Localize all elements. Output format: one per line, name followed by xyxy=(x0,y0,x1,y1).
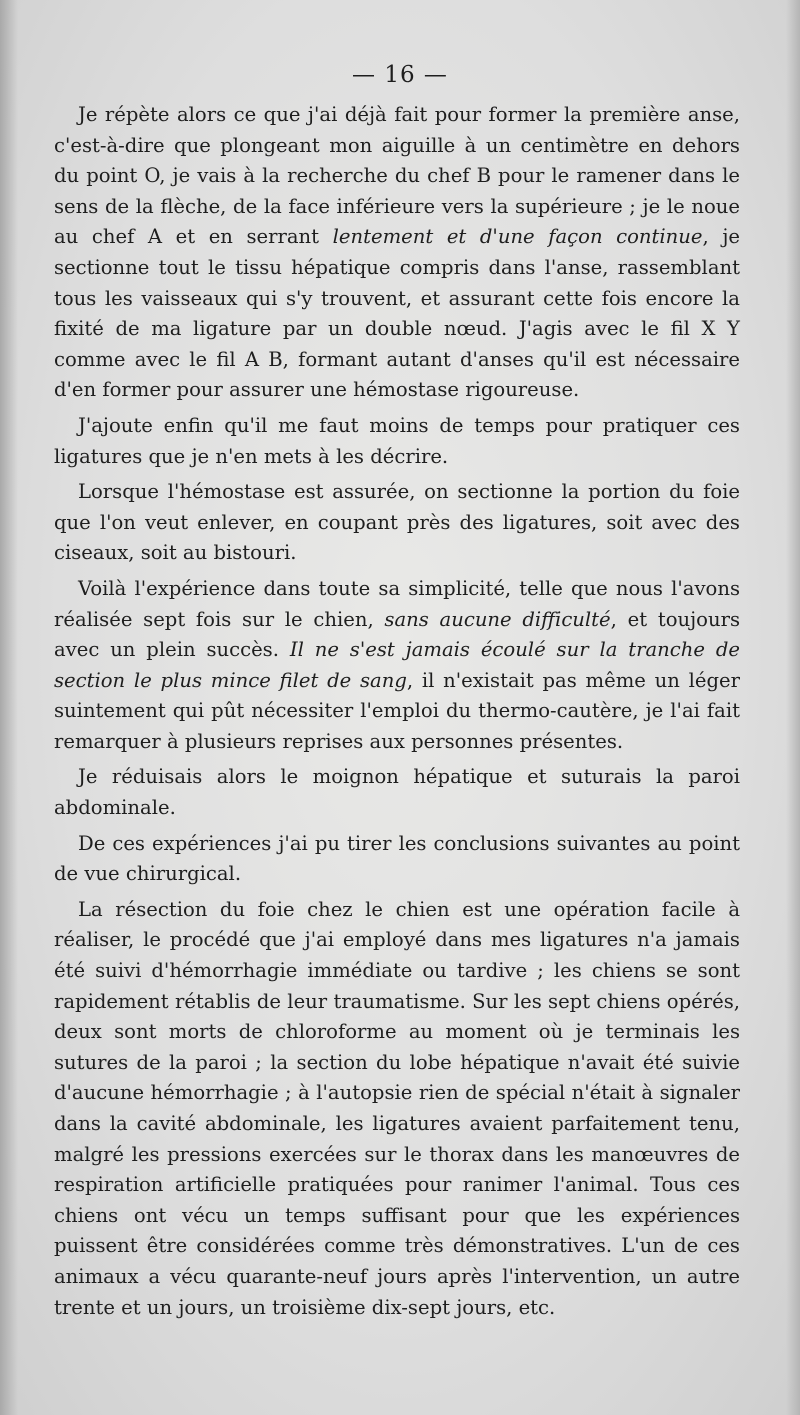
italic-segment: lentement et d'une façon continue xyxy=(332,225,703,249)
page-edge-shadow xyxy=(786,0,800,1415)
text-segment: De ces expériences j'ai pu tirer les conclusions suivantes au point de vue chirurgical. xyxy=(54,831,740,886)
paragraph-3 xyxy=(54,477,740,569)
page-number: — 16 — xyxy=(352,62,448,88)
paragraph-1 xyxy=(54,100,740,406)
paragraph-7 xyxy=(54,895,740,1323)
paragraph-4 xyxy=(54,574,740,758)
body-text xyxy=(54,100,740,1328)
text-segment: Je répète alors ce que j'ai déjà fait pour former la première anse, c'est-à-dire que plongeant mon aiguille à un centimètre en dehors du point O, je vais à la recherche du chef B pour le ramener dans le sens de la flèche, de la face inférieure vers la supérieure ; je le noue au chef A et en serrant xyxy=(54,103,740,249)
text-segment: Voilà l'expérience dans toute sa simplicité, telle que nous l'avons réalisée sept fois sur le chien, xyxy=(54,576,740,631)
text-segment: Je réduisais alors le moignon hépatique et suturais la paroi abdominale. xyxy=(54,765,740,820)
text-segment: Lorsque l'hémostase est assurée, on sectionne la portion du foie que l'on veut enlever, en coupant près des ligatures, soit avec des ciseaux, soit au bistouri. xyxy=(54,480,740,565)
italic-segment: Il ne s'est jamais écoulé sur la tranche de section le plus mince filet de sang xyxy=(54,638,740,692)
text-segment: , je sectionne tout le tissu hépatique compris dans l'anse, rassemblant tous les vaisseaux qui s'y trouvent, et assurant cette fois encore la fixité de ma ligature par un double nœud. J'agis avec le fil X Y comme avec le fil A B, formant autant d'anses qu'il est nécessaire d'en former pour assurer une hémostase rigoureuse. xyxy=(54,225,740,402)
paragraph-2 xyxy=(54,411,740,472)
text-segment: J'ajoute enfin qu'il me faut moins de temps pour pratiquer ces ligatures que je n'en mets à les décrire. xyxy=(54,413,740,468)
text-segment: , et toujours avec un plein succès. xyxy=(54,607,741,662)
page-gutter-shadow xyxy=(0,0,18,1415)
text-segment: La résection du foie chez le chien est une opération facile à réaliser, le procédé que j'ai employé dans mes ligatures n'a jamais été suivi d'hémorrhagie immédiate ou tardive ; les chiens se sont rapidement rétablis de leur traumatisme. Sur les sept chiens opérés, deux sont morts de chloroforme au moment où je terminais les sutures de la paroi ; la section du lobe hépatique n'avait été suivie d'aucune hémorrhagie ; à l'autopsie rien de spécial n'était à signaler dans la cavité abdominale, les ligatures avaient parfaitement tenu, malgré les pressions exercées sur le thorax dans les manœuvres de respiration artificielle pratiquées pour ranimer l'animal. Tous ces chiens ont vécu un temps suffisant pour que les expériences puissent être considérées comme très démonstratives. L'un de ces animaux a vécu quarante-neuf jours après l'intervention, un autre trente et un jours, un troisième dix-sept jours, etc. xyxy=(54,897,740,1319)
paragraph-5 xyxy=(54,762,740,823)
italic-segment: sans aucune difficulté xyxy=(384,607,611,631)
paragraph-6 xyxy=(54,829,740,890)
text-segment: , il n'existait pas même un léger suintement qui pût nécessiter l'emploi du thermo-cautère, je l'ai fait remarquer à plusieurs reprises aux personnes présentes. xyxy=(54,668,740,753)
